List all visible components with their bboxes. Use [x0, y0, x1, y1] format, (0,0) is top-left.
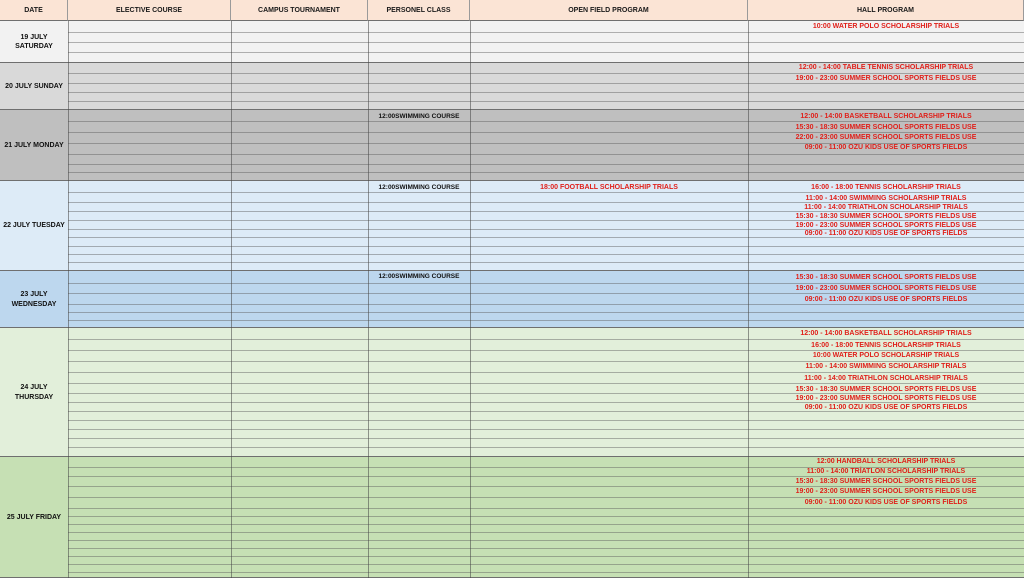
column-gridline — [470, 271, 471, 328]
header-hall-program[interactable]: HALL PROGRAM — [748, 0, 1024, 21]
column-gridline — [470, 328, 471, 457]
date-cell[interactable]: 23 JULY WEDNESDAY — [11, 291, 57, 308]
row-gridline — [68, 262, 1024, 263]
row-gridline — [68, 254, 1024, 255]
row-gridline — [68, 556, 1024, 557]
open-field-entry[interactable]: 18:00 FOOTBALL SCHOLARSHIP TRIALS — [540, 184, 678, 191]
date-cell[interactable]: 24 JULY THURSDAY — [14, 384, 54, 401]
row-gridline — [68, 339, 1024, 340]
personel-class-entry[interactable]: 12:00SWIMMING COURSE — [378, 113, 460, 120]
row-gridline — [68, 52, 1024, 53]
date-cell[interactable]: 19 JULY SATURDAY — [15, 33, 53, 50]
hall-program-entry[interactable]: 11:00 - 14:00 SWIMMING SCHOLARSHIP TRIALS — [805, 195, 967, 202]
hall-program-entry[interactable]: 12:00 - 14:00 BASKETBALL SCHOLARSHIP TRIALS — [800, 113, 972, 120]
column-gridline — [68, 328, 69, 457]
column-gridline — [231, 63, 232, 110]
column-gridline — [68, 271, 69, 328]
header-open-field-program[interactable]: OPEN FIELD PROGRAM — [470, 0, 748, 21]
row-gridline — [68, 92, 1024, 93]
column-gridline — [368, 63, 369, 110]
hall-program-entry[interactable]: 19:00 - 23:00 SUMMER SCHOOL SPORTS FIELDS USE — [795, 488, 977, 495]
date-cell[interactable]: 20 JULY SUNDAY — [5, 82, 63, 90]
row-gridline — [68, 372, 1024, 373]
row-gridline — [68, 438, 1024, 439]
hall-program-entry[interactable]: 11:00 - 14:00 TRIATHLON SCHOLARSHIP TRIALS — [804, 204, 968, 211]
row-gridline — [68, 304, 1024, 305]
column-gridline — [231, 328, 232, 457]
hall-program-entry[interactable]: 09:00 - 11:00 OZU KIDS USE OF SPORTS FIELDS — [804, 230, 968, 237]
hall-program-entry[interactable]: 22:00 - 23:00 SUMMER SCHOOL SPORTS FIELDS USE — [795, 134, 977, 141]
row-gridline — [68, 42, 1024, 43]
header-personel-class[interactable]: PERSONEL CLASS — [368, 0, 470, 21]
column-gridline — [470, 63, 471, 110]
header-elective-course[interactable]: ELECTIVE COURSE — [68, 0, 231, 21]
hall-program-entry[interactable]: 09:00 - 11:00 OZU KIDS USE OF SPORTS FIELDS — [804, 296, 968, 303]
personel-class-entry[interactable]: 12:00SWIMMING COURSE — [378, 184, 460, 191]
column-gridline — [231, 21, 232, 63]
row-gridline — [68, 320, 1024, 321]
row-gridline — [68, 383, 1024, 384]
row-gridline — [68, 101, 1024, 102]
row-gridline — [68, 293, 1024, 294]
row-gridline — [68, 172, 1024, 173]
row-gridline — [68, 312, 1024, 313]
hall-program-entry[interactable]: 11:00 - 14:00 TRIATHLON SCHOLARSHIP TRIALS — [804, 375, 968, 382]
column-gridline — [68, 110, 69, 181]
hall-program-entry[interactable]: 15:30 - 18:30 SUMMER SCHOOL SPORTS FIELDS USE — [795, 386, 977, 393]
hall-program-entry[interactable]: 10:00 WATER POLO SCHOLARSHIP TRIALS — [812, 23, 960, 30]
date-cell[interactable]: 21 JULY MONDAY — [4, 141, 64, 149]
column-gridline — [68, 63, 69, 110]
row-gridline — [68, 246, 1024, 247]
row-gridline — [68, 564, 1024, 565]
personel-class-entry[interactable]: 12:00SWIMMING COURSE — [378, 273, 460, 280]
row-gridline — [68, 540, 1024, 541]
row-gridline — [68, 572, 1024, 573]
column-gridline — [231, 110, 232, 181]
date-cell[interactable]: 25 JULY FRIDAY — [6, 513, 62, 521]
hall-program-entry[interactable]: 15:30 - 18:30 SUMMER SCHOOL SPORTS FIELDS USE — [795, 124, 977, 131]
hall-program-entry[interactable]: 11:00 - 14:00 TRİATLON SCHOLARSHIP TRIALS — [806, 468, 966, 475]
column-gridline — [231, 181, 232, 271]
row-gridline — [68, 429, 1024, 430]
header-campus-tournament[interactable]: CAMPUS TOURNAMENT — [231, 0, 368, 21]
hall-program-entry[interactable]: 15:30 - 18:30 SUMMER SCHOOL SPORTS FIELDS USE — [795, 478, 977, 485]
row-gridline — [68, 164, 1024, 165]
row-gridline — [68, 548, 1024, 549]
hall-program-entry[interactable]: 16:00 - 18:00 TENNIS SCHOLARSHIP TRIALS — [811, 184, 961, 191]
row-gridline — [68, 121, 1024, 122]
column-gridline — [368, 181, 369, 271]
date-cell[interactable]: 22 JULY TUESDAY — [3, 222, 65, 230]
row-gridline — [68, 447, 1024, 448]
hall-program-entry[interactable]: 19:00 - 23:00 SUMMER SCHOOL SPORTS FIELDS USE — [795, 285, 977, 292]
hall-program-entry[interactable]: 15:30 - 18:30 SUMMER SCHOOL SPORTS FIELDS USE — [795, 274, 977, 281]
row-gridline — [68, 192, 1024, 193]
row-gridline — [68, 516, 1024, 517]
column-gridline — [231, 271, 232, 328]
row-gridline — [68, 154, 1024, 155]
header-date[interactable]: DATE — [0, 0, 68, 21]
row-gridline — [68, 32, 1024, 33]
column-gridline — [368, 328, 369, 457]
column-gridline — [470, 181, 471, 271]
column-gridline — [368, 21, 369, 63]
hall-program-entry[interactable]: 12:00 - 14:00 TABLE TENNIS SCHOLARSHIP TRIALS — [798, 64, 974, 71]
hall-program-entry[interactable]: 10:00 WATER POLO SCHOLARSHIP TRIALS — [812, 352, 960, 359]
column-gridline — [231, 457, 232, 578]
column-gridline — [470, 21, 471, 63]
column-gridline — [68, 181, 69, 271]
hall-program-entry[interactable]: 09:00 - 11:00 OZU KIDS USE OF SPORTS FIELDS — [804, 144, 968, 151]
row-gridline — [68, 83, 1024, 84]
hall-program-entry[interactable]: 15:30 - 18:30 SUMMER SCHOOL SPORTS FIELDS USE — [795, 213, 977, 220]
hall-program-entry[interactable]: 09:00 - 11:00 OZU KIDS USE OF SPORTS FIELDS — [804, 499, 968, 506]
hall-program-entry[interactable]: 19:00 - 23:00 SUMMER SCHOOL SPORTS FIELDS USE — [795, 222, 977, 229]
hall-program-entry[interactable]: 16:00 - 18:00 TENNIS SCHOLARSHIP TRIALS — [811, 342, 961, 349]
row-gridline — [68, 524, 1024, 525]
hall-program-entry[interactable]: 11:00 - 14:00 SWIMMING SCHOLARSHIP TRIALS — [805, 363, 967, 370]
row-gridline — [68, 420, 1024, 421]
row-gridline — [68, 508, 1024, 509]
hall-program-entry[interactable]: 12:00 HANDBALL SCHOLARSHIP TRIALS — [816, 458, 956, 465]
hall-program-entry[interactable]: 12:00 - 14:00 BASKETBALL SCHOLARSHIP TRIALS — [800, 330, 972, 337]
column-gridline — [470, 457, 471, 578]
column-gridline — [368, 457, 369, 578]
column-gridline — [68, 457, 69, 578]
hall-program-entry[interactable]: 09:00 - 11:00 OZU KIDS USE OF SPORTS FIELDS — [804, 404, 968, 411]
hall-program-entry[interactable]: 19:00 - 23:00 SUMMER SCHOOL SPORTS FIELDS USE — [795, 75, 977, 82]
hall-program-entry[interactable]: 19:00 - 23:00 SUMMER SCHOOL SPORTS FIELDS USE — [795, 395, 977, 402]
column-gridline — [68, 21, 69, 63]
column-gridline — [470, 110, 471, 181]
row-gridline — [68, 532, 1024, 533]
